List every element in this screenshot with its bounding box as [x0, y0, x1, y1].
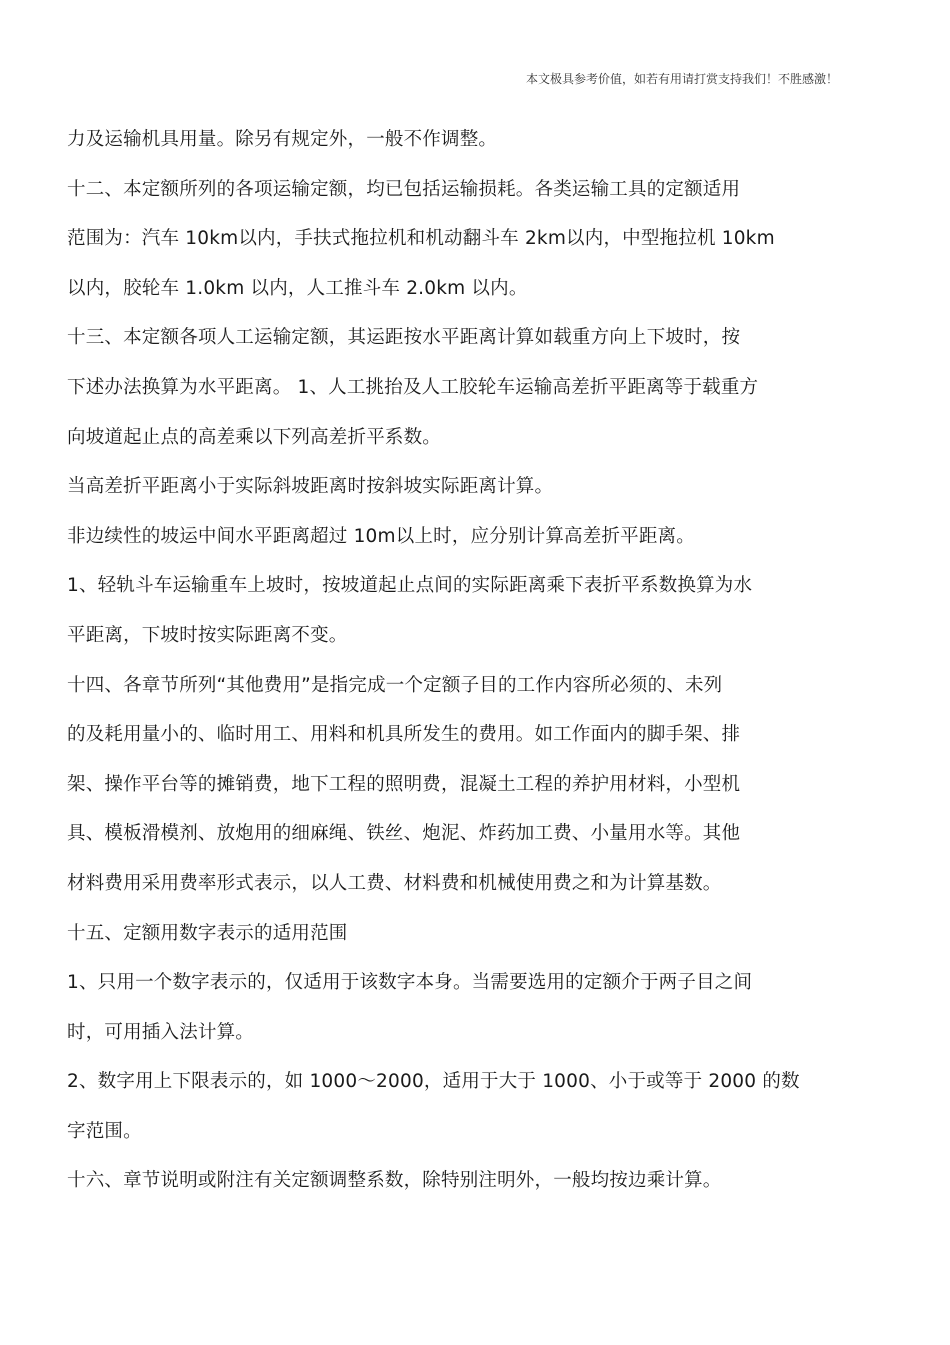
text-line: 以内，胶轮车 1.0km 以内，人工推斗车 2.0km 以内。	[67, 277, 528, 299]
text-line: 2、数字用上下限表示的，如 1000～2000，适用于大于 1000、小于或等于 2000 的数	[67, 1071, 800, 1093]
text-line: 平距离，下坡时按实际距离不变。	[67, 624, 348, 646]
text-line: 十六、章节说明或附注有关定额调整系数，除特别注明外，一般均按边乘计算。	[67, 1170, 722, 1192]
text-line: 力及运输机具用量。除另有规定外，一般不作调整。	[67, 129, 498, 150]
text-line: 1、轻轨斗车运输重车上坡时，按坡道起止点间的实际距离乘下表折平系数换算为水	[67, 575, 753, 597]
text-line: 的及耗用量小的、临时用工、用料和机具所发生的费用。如工作面内的脚手架、排	[67, 724, 741, 746]
text-line: 当高差折平距离小于实际斜坡距离时按斜坡实际距离计算。	[67, 476, 554, 498]
text-line: 字范围。	[67, 1120, 142, 1142]
header-note: 本文极具参考价值，如若有用请打赏支持我们！不胜感激！	[525, 72, 838, 86]
text-line: 架、操作平台等的摊销费，地下工程的照明费，混凝土工程的养护用材料，小型机	[67, 773, 741, 795]
body-text	[67, 124, 897, 1215]
text-line: 时，可用插入法计算。	[67, 1021, 255, 1043]
text-line: 向坡道起止点的高差乘以下列高差折平系数。	[67, 426, 442, 448]
text-line: 十三、本定额各项人工运输定额，其运距按水平距离计算如载重方向上下坡时，按	[67, 327, 741, 349]
text-line: 下述办法换算为水平距离。 1、人工挑抬及人工胶轮车运输高差折平距离等于载重方	[67, 376, 759, 398]
text-line: 具、模板滑模剂、放炮用的细麻绳、铁丝、炮泥、炸药加工费、小量用水等。其他	[67, 823, 741, 845]
text-line: 十二、本定额所列的各项运输定额，均已包括运输损耗。各类运输工具的定额适用	[67, 178, 741, 200]
text-line: 范围为：汽车 10km以内，手扶式拖拉机和机动翻斗车 2km以内，中型拖拉机 10km	[67, 228, 775, 250]
text-line: 1、只用一个数字表示的，仅适用于该数字本身。当需要选用的定额介于两子目之间	[67, 972, 753, 994]
text-line: 非边续性的坡运中间水平距离超过 10m以上时，应分别计算高差折平距离。	[67, 525, 695, 547]
text-line: 材料费用采用费率形式表示，以人工费、材料费和机械使用费之和为计算基数。	[67, 872, 722, 894]
text-line: 十四、各章节所列“其他费用”是指完成一个定额子目的工作内容所必须的、未列	[67, 674, 723, 696]
text-line: 十五、定额用数字表示的适用范围	[67, 922, 348, 944]
